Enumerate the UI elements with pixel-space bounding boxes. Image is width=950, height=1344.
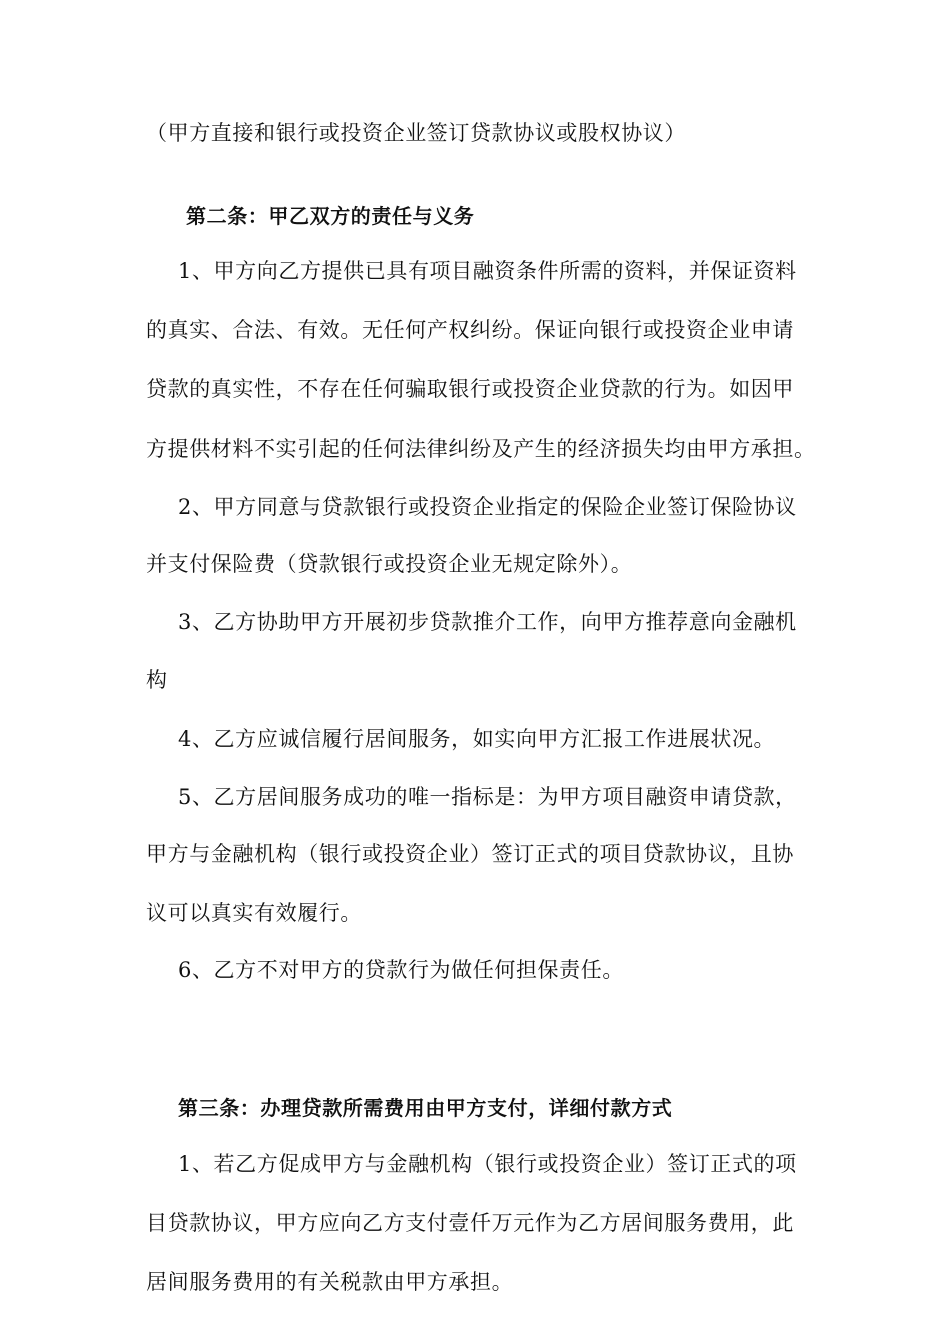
article-3-item-1-line-1: 1、若乙方促成甲方与金融机构（银行或投资企业）签订正式的项 [178,1152,797,1176]
article-2-item-6: 6、乙方不对甲方的贷款行为做任何担保责任。 [178,958,624,982]
article-2-item-1-line-4: 方提供材料不实引起的任何法律纠纷及产生的经济损失均由甲方承担。 [146,437,816,461]
article-2-item-5-line-2: 甲方与金融机构（银行或投资企业）签订正式的项目贷款协议，且协 [146,842,794,866]
article-2-item-1-line-2: 的真实、合法、有效。无任何产权纠纷。保证向银行或投资企业申请 [146,318,794,342]
article-3-item-1-line-2: 目贷款协议，甲方应向乙方支付壹仟万元作为乙方居间服务费用，此 [146,1211,794,1235]
intro-paragraph: （甲方直接和银行或投资企业签订贷款协议或股权协议） [146,121,686,145]
article-3-item-1-line-3: 居间服务费用的有关税款由甲方承担。 [146,1270,514,1294]
article-2-item-1-line-3: 贷款的真实性，不存在任何骗取银行或投资企业贷款的行为。如因甲 [146,377,794,401]
article-2-item-3-line-2: 构 [146,668,168,692]
article-2-item-2-line-2: 并支付保险费（贷款银行或投资企业无规定除外）。 [146,552,633,576]
article-2-item-2-line-1: 2、甲方同意与贷款银行或投资企业指定的保险企业签订保险协议 [178,495,797,519]
article-2-item-3-line-1: 3、乙方协助甲方开展初步贷款推介工作，向甲方推荐意向金融机 [178,610,797,634]
article-2-item-5-line-3: 议可以真实有效履行。 [146,901,362,925]
article-2-item-5-line-1: 5、乙方居间服务成功的唯一指标是：为甲方项目融资申请贷款， [178,785,797,809]
article-2-heading: 第二条：甲乙双方的责任与义务 [186,204,475,228]
article-2-item-1-line-1: 1、甲方向乙方提供已具有项目融资条件所需的资料，并保证资料 [178,259,797,283]
article-2-item-4: 4、乙方应诚信履行居间服务，如实向甲方汇报工作进展状况。 [178,727,776,751]
article-3-heading: 第三条：办理贷款所需费用由甲方支付，详细付款方式 [178,1096,673,1120]
